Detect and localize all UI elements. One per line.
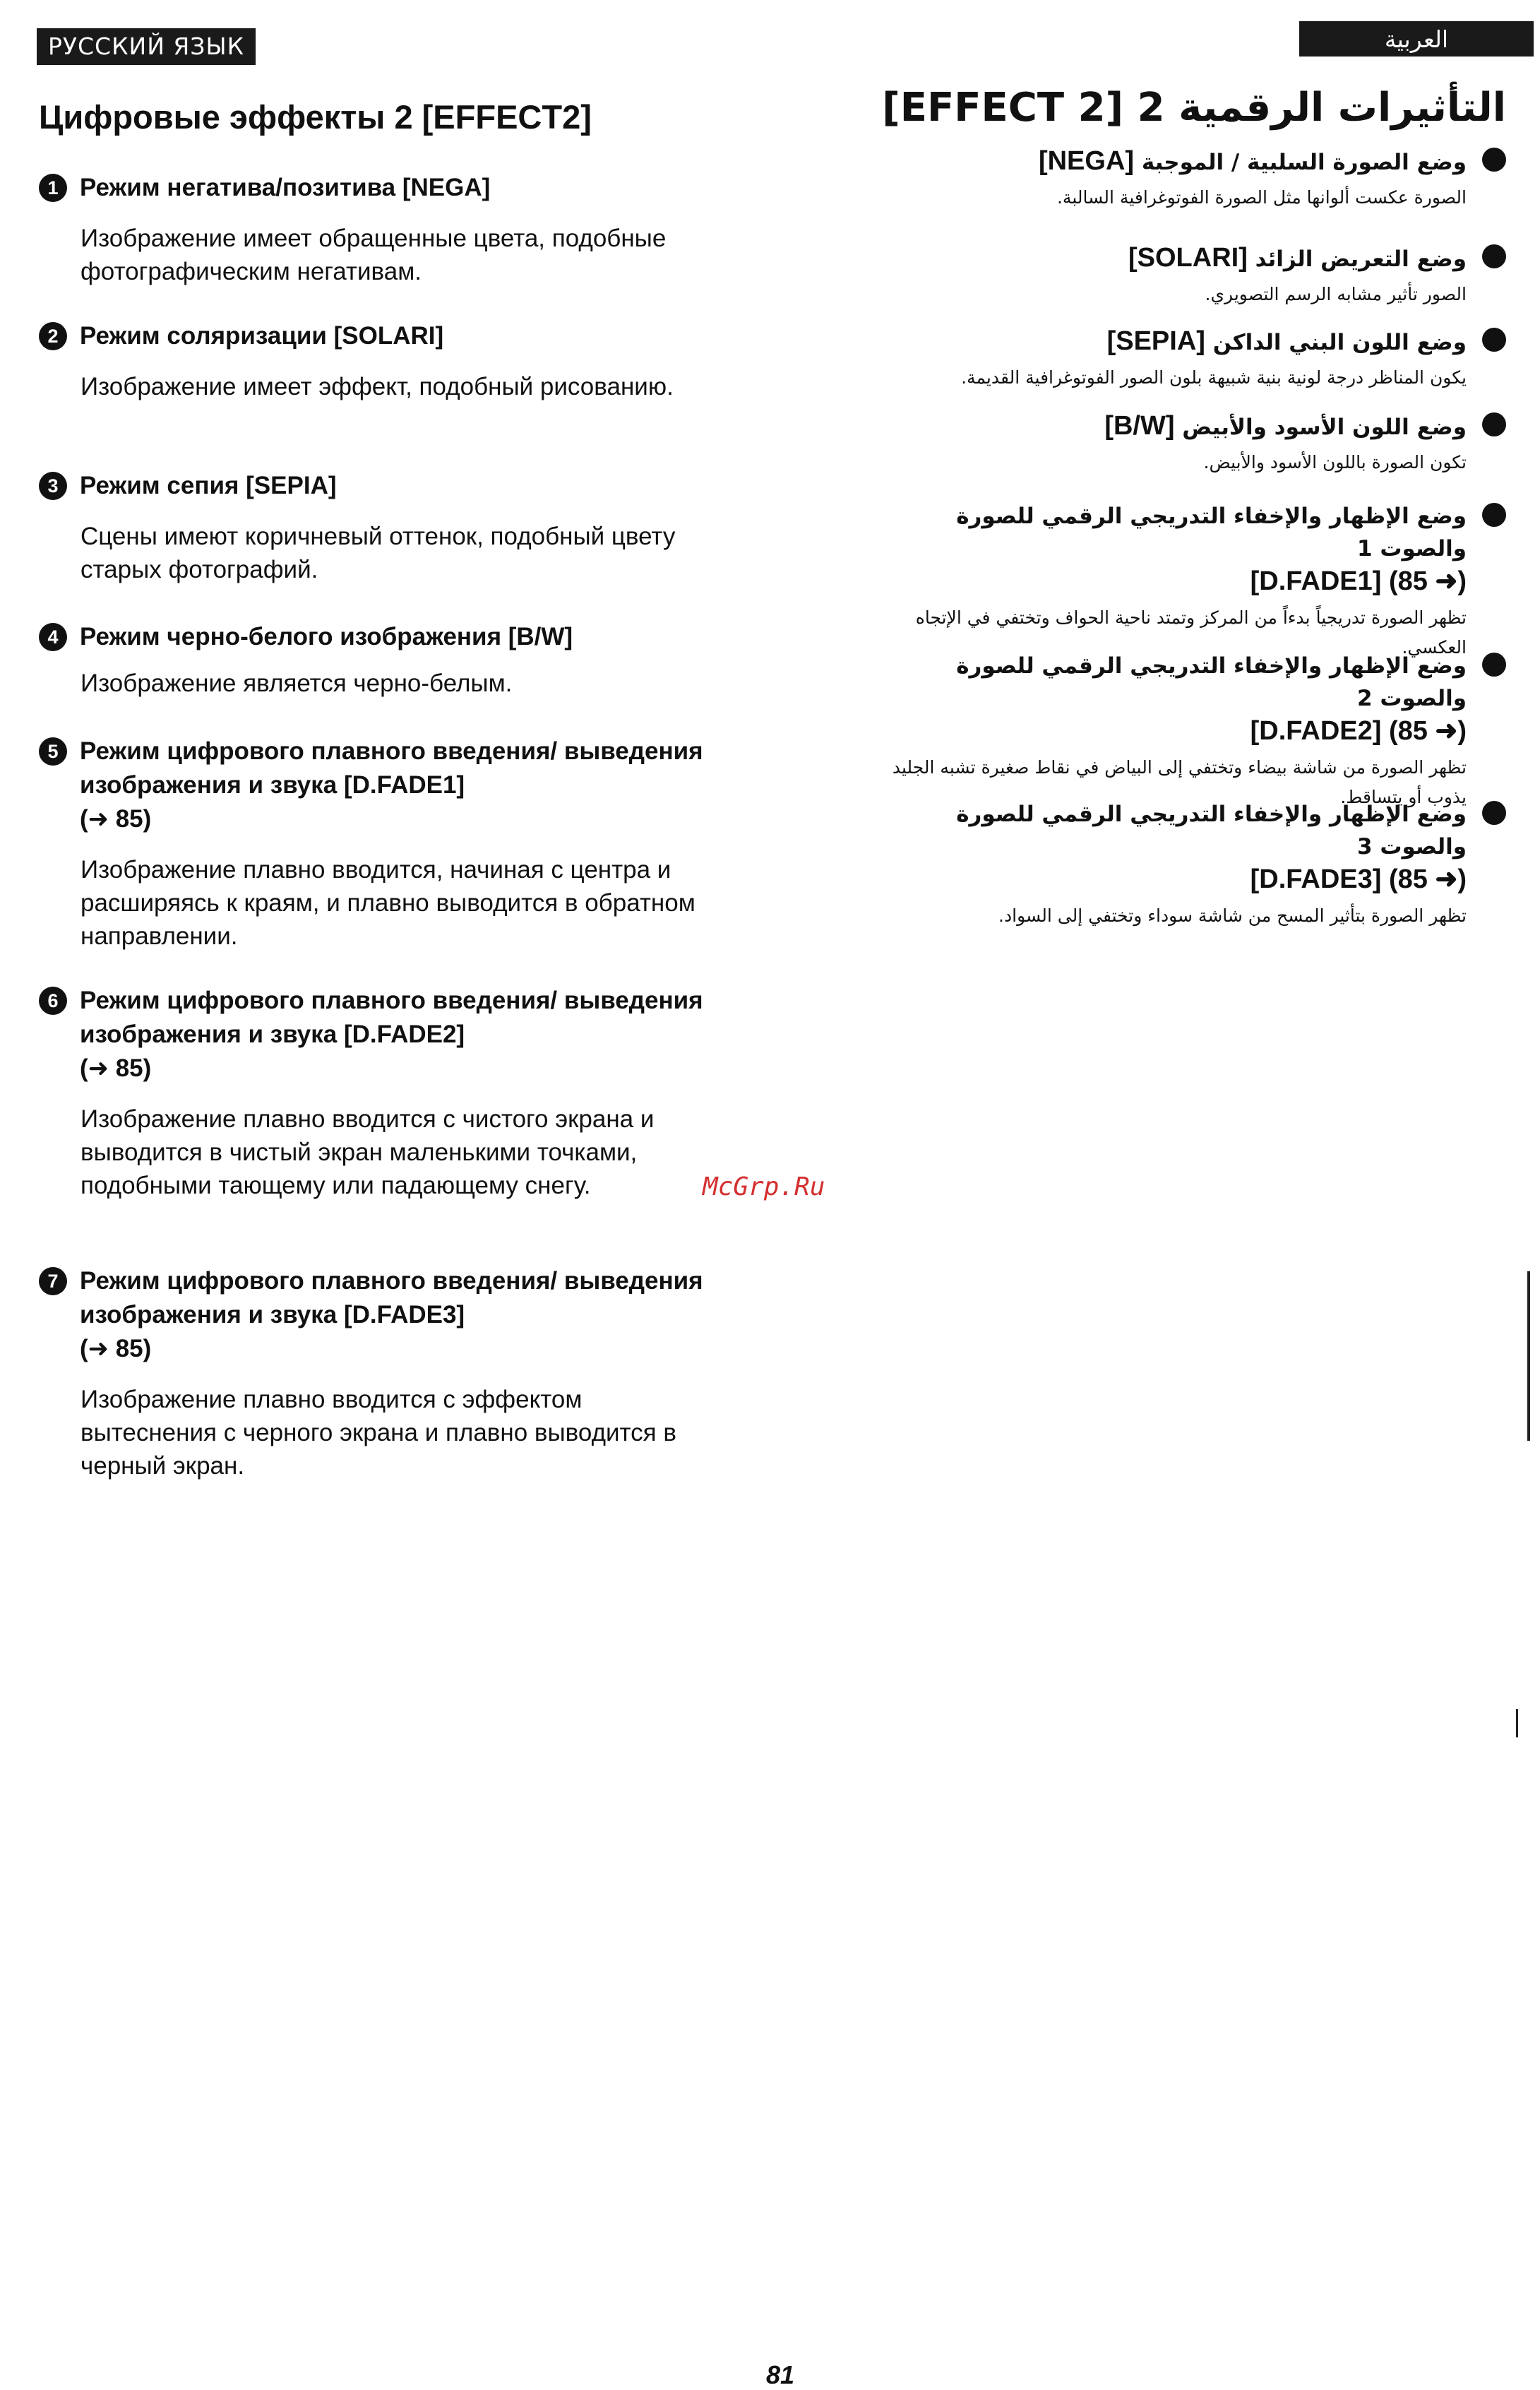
ar-item	[885, 798, 1506, 931]
ru-item-body: Изображение является черно-белым.	[80, 670, 513, 697]
ar-item-heading	[885, 242, 1506, 275]
ar-item	[885, 242, 1506, 309]
language-tab-arabic: العربية	[1299, 21, 1534, 57]
ar-item-heading-text: وضع الصورة السلبية / الموجبة	[1141, 150, 1467, 175]
ru-item-body: Изображение имеет обращенные цвета, подобные фотографическим негативам.	[80, 225, 667, 285]
ar-item	[885, 325, 1506, 393]
ar-item-body: الصورة عكست ألوانها مثل الصورة الفوتوغرافية السالبة.	[1056, 187, 1467, 208]
ar-item	[885, 650, 1506, 812]
ar-item-heading-text: وضع الإظهار والإخفاء التدريجي الرقمي للصورة والصوت 3	[956, 802, 1467, 860]
number-badge-icon: 2	[39, 322, 67, 350]
ar-item-code: [SOLARI]	[1128, 243, 1248, 273]
ru-item-heading-text: Режим сепия [SEPIA]	[80, 472, 337, 499]
ru-item-heading-text: Режим соляризации [SOLARI]	[80, 322, 444, 350]
ar-section-title: التأثيرات الرقمية 2 [EFFECT 2]	[882, 85, 1506, 131]
ar-item-body: تظهر الصورة بتأثير المسح من شاشة سوداء وتختفي إلى السواد.	[998, 905, 1467, 926]
page-reference: (➜ 85)	[80, 1335, 152, 1362]
ru-item	[39, 735, 717, 953]
ar-item-heading	[885, 410, 1506, 444]
ar-item-heading	[885, 650, 1506, 749]
ru-item-body: Изображение имеет эффект, подобный рисованию.	[80, 373, 674, 400]
page-reference: (➜ 85)	[80, 805, 152, 833]
number-badge-icon: 1	[39, 174, 67, 202]
ru-item	[39, 984, 717, 1202]
ar-item-heading	[885, 500, 1506, 599]
number-badge-icon: 4	[39, 623, 67, 651]
bullet-icon	[1482, 653, 1506, 677]
ru-item-heading	[39, 469, 717, 503]
ru-item-body: Изображение плавно вводится, начиная с центра и расширяясь к краям, и плавно выводится в обратном направлении.	[80, 856, 696, 950]
page-reference: (➜ 85)	[80, 1054, 152, 1082]
ar-item-heading-text: وضع اللون الأسود والأبيض	[1182, 415, 1467, 440]
watermark: McGrp.Ru	[703, 1172, 825, 1201]
ru-item-heading	[39, 735, 717, 836]
ru-item	[39, 469, 717, 586]
ru-item-heading	[39, 620, 717, 654]
ar-item-code: [NEGA]	[1038, 146, 1135, 176]
bullet-icon	[1482, 244, 1506, 268]
ru-item-heading-text: Режим цифрового плавного введения/ выведения изображения и звука [D.FADE3]	[80, 1267, 703, 1328]
ar-item	[885, 410, 1506, 477]
bullet-icon	[1482, 412, 1506, 436]
number-badge-icon: 6	[39, 987, 67, 1015]
ru-item	[39, 171, 717, 288]
ar-item-heading	[885, 798, 1506, 897]
ar-item-body: الصور تأثير مشابه الرسم التصويري.	[1205, 284, 1467, 304]
margin-mark	[1527, 1271, 1530, 1441]
ru-section-title: Цифровые эффекты 2 [EFFECT2]	[39, 98, 592, 136]
ar-item	[885, 500, 1506, 662]
ru-item	[39, 620, 717, 700]
ar-item-body: تظهر الصورة من شاشة بيضاء وتختفي إلى البياض في نقاط صغيرة تشبه الجليد يذوب أو يتساقط.	[892, 757, 1467, 807]
ru-item-body: Сцены имеют коричневый оттенок, подобный цвету старых фотографий.	[80, 523, 676, 583]
ar-item-body: تكون الصورة باللون الأسود والأبيض.	[1203, 452, 1467, 472]
ar-item-heading-text: وضع اللون البني الداكن	[1212, 330, 1467, 355]
number-badge-icon: 3	[39, 472, 67, 500]
ru-item-body: Изображение плавно вводится с эффектом вытеснения с черного экрана и плавно выводится в черный экран.	[80, 1386, 676, 1480]
ar-item-heading-text: وضع التعريض الزائد	[1255, 246, 1467, 272]
ar-item-code: (➜ 85) [D.FADE3]	[1250, 864, 1467, 894]
ar-item-heading-text: وضع الإظهار والإخفاء التدريجي الرقمي للصورة والصوت 2	[956, 653, 1467, 711]
ru-item	[39, 319, 717, 403]
ru-item-heading-text: Режим негатива/позитива [NEGA]	[80, 174, 491, 201]
bullet-icon	[1482, 328, 1506, 352]
ru-item-heading	[39, 171, 717, 205]
number-badge-icon: 7	[39, 1267, 67, 1295]
ru-item-heading	[39, 1264, 717, 1366]
ar-item-heading-text: وضع الإظهار والإخفاء التدريجي الرقمي للصورة والصوت 1	[956, 504, 1467, 561]
bullet-icon	[1482, 503, 1506, 527]
ar-item-body: تظهر الصورة تدريجياً بدءاً من المركز وتمتد ناحية الحواف وتختفي في الإتجاه العكسي.	[915, 607, 1467, 658]
ar-item-heading	[885, 145, 1506, 179]
bullet-icon	[1482, 801, 1506, 825]
ru-item-heading-text: Режим цифрового плавного введения/ выведения изображения и звука [D.FADE1]	[80, 737, 703, 799]
language-tab-russian: РУССКИЙ ЯЗЫК	[37, 28, 256, 65]
ru-item-heading	[39, 319, 717, 353]
ru-item-heading-text: Режим цифрового плавного введения/ выведения изображения и звука [D.FADE2]	[80, 987, 703, 1048]
number-badge-icon: 5	[39, 737, 67, 766]
ar-item-code: (➜ 85) [D.FADE2]	[1250, 716, 1467, 746]
ar-item-heading	[885, 325, 1506, 359]
margin-mark	[1516, 1709, 1518, 1737]
ar-item-code: (➜ 85) [D.FADE1]	[1250, 566, 1467, 596]
ru-item-heading-text: Режим черно-белого изображения [B/W]	[80, 623, 573, 650]
page-number: 81	[766, 2360, 795, 2389]
bullet-icon	[1482, 148, 1506, 172]
ru-item-body: Изображение плавно вводится с чистого экрана и выводится в чистый экран маленькими точками, подобными тающему или падающему снегу.	[80, 1105, 655, 1199]
ru-item-heading	[39, 984, 717, 1086]
ar-item	[885, 145, 1506, 213]
ar-item-code: [B/W]	[1104, 411, 1175, 441]
ar-item-body: يكون المناظر درجة لونية بنية شبيهة بلون الصور الفوتوغرافية القديمة.	[961, 367, 1467, 388]
ar-item-code: [SEPIA]	[1106, 326, 1205, 356]
ru-item	[39, 1264, 717, 1482]
